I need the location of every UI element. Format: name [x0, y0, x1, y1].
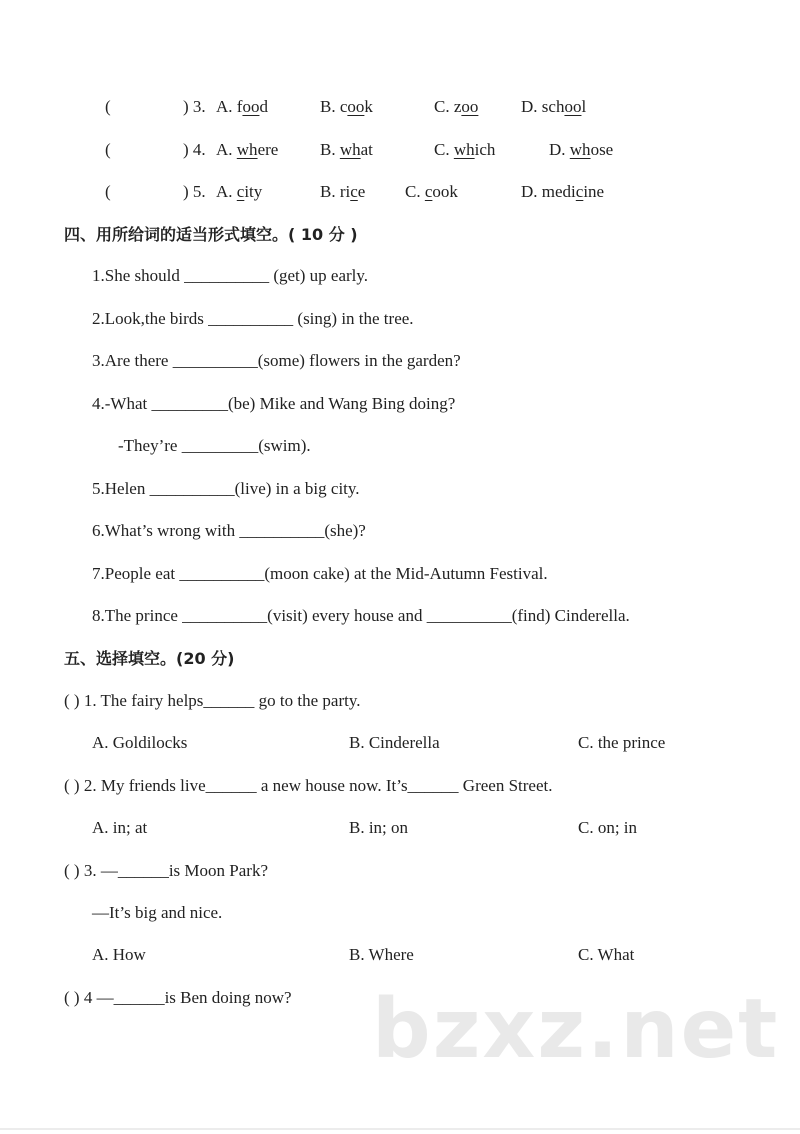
option-b: B. rice [320, 182, 366, 201]
fill-item: 2.Look,the birds __________ (sing) in the tree. [92, 309, 414, 328]
section-heading: 五、选择填空。(20 分) [64, 649, 235, 668]
fill-item: 4.-What _________(be) Mike and Wang Bing doing? [92, 394, 456, 413]
option-d: D. school [521, 97, 587, 116]
mc-stem-line: —It’s big and nice. [92, 903, 223, 922]
option-a: A. How [92, 945, 146, 964]
option-a: A. city [216, 182, 263, 201]
option-b: B. Cinderella [349, 733, 440, 752]
section-heading: 四、用所给词的适当形式填空。( 10 分 ) [64, 225, 358, 244]
option-c: C. What [578, 945, 635, 964]
option-d: D. medicine [521, 182, 605, 201]
option-c: C. zoo [434, 97, 479, 116]
page-bottom-edge [0, 1128, 800, 1130]
fill-item: 3.Are there __________(some) flowers in the garden? [92, 351, 461, 370]
option-b: B. in; on [349, 818, 409, 837]
option-a: A. Goldilocks [92, 733, 188, 752]
fill-item: 7.People eat __________(moon cake) at the Mid-Autumn Festival. [92, 564, 548, 583]
option-c: C. on; in [578, 818, 638, 837]
mc-stem: ( ) 1. The fairy helps______ go to the party. [64, 691, 361, 710]
question-number: ) 3. [183, 97, 206, 116]
option-b: B. Where [349, 945, 414, 964]
fill-item: 8.The prince __________(visit) every house and __________(find) Cinderella. [92, 606, 630, 625]
fill-item: -They’re _________(swim). [118, 436, 311, 455]
answer-paren-open: ( [105, 182, 111, 201]
question-number: ) 5. [183, 182, 206, 201]
option-c: C. the prince [578, 733, 666, 752]
option-b: B. what [320, 140, 373, 159]
option-a: A. food [216, 97, 268, 116]
mc-stem: ( ) 3. —______is Moon Park? [64, 861, 268, 880]
option-b: B. cook [320, 97, 373, 116]
option-c: C. which [434, 140, 496, 159]
fill-item: 5.Helen __________(live) in a big city. [92, 479, 360, 498]
option-c: C. cook [405, 182, 458, 201]
fill-item: 6.What’s wrong with __________(she)? [92, 521, 366, 540]
option-d: D. whose [549, 140, 614, 159]
watermark: bzxz.net [372, 982, 780, 1077]
fill-item: 1.She should __________ (get) up early. [92, 266, 369, 285]
answer-paren-open: ( [105, 97, 111, 116]
mc-stem: ( ) 4 —______is Ben doing now? [64, 988, 292, 1007]
option-a: A. where [216, 140, 279, 159]
mc-stem: ( ) 2. My friends live______ a new house now. It’s______ Green Street. [64, 776, 553, 795]
answer-paren-open: ( [105, 140, 111, 159]
option-a: A. in; at [92, 818, 148, 837]
question-number: ) 4. [183, 140, 206, 159]
